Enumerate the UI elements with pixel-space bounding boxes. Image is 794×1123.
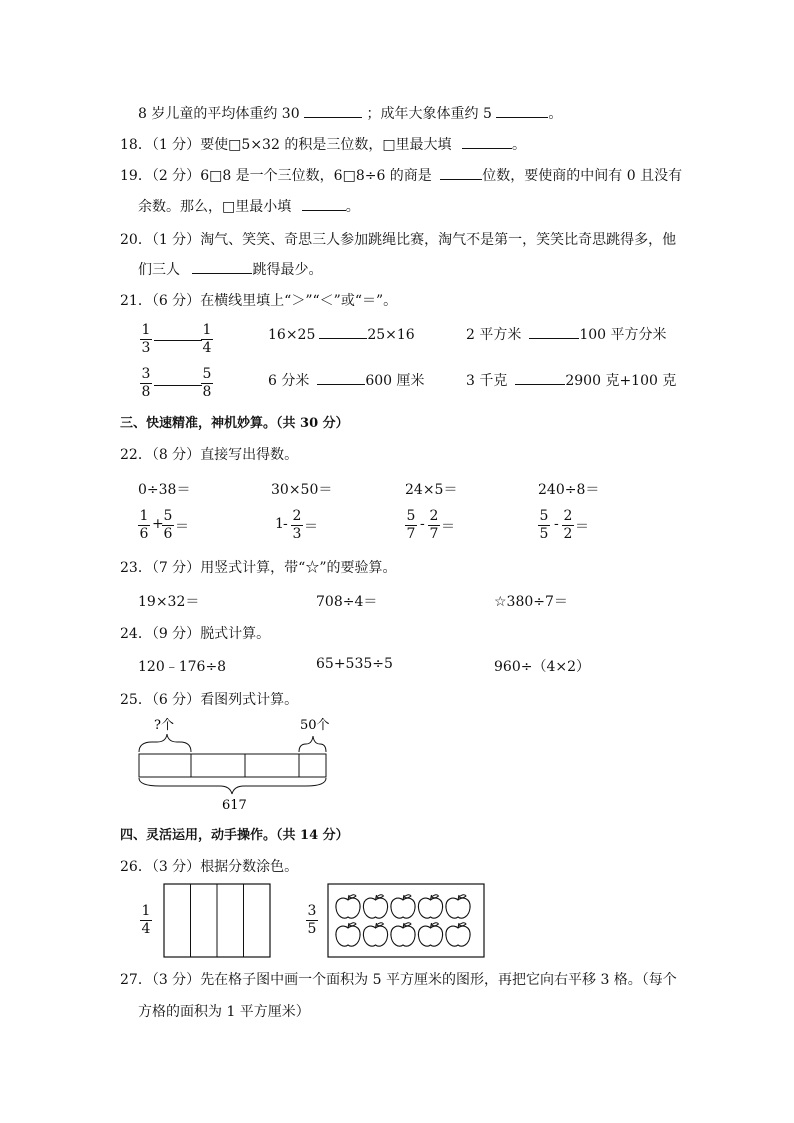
fraction: 2 3: [292, 508, 302, 542]
fraction: 5 8: [202, 366, 212, 400]
operator: ＝: [304, 519, 318, 535]
answer-blank[interactable]: [154, 385, 202, 386]
apple-icon[interactable]: [418, 923, 442, 946]
expression: 65+535÷5: [316, 656, 393, 672]
expression: 24×5＝: [405, 482, 458, 498]
compare-item: 6 分米 600 厘米: [268, 370, 425, 390]
answer-blank[interactable]: [154, 340, 202, 341]
fraction: 1 4: [141, 903, 151, 937]
apple-icon[interactable]: [336, 923, 360, 946]
apple-icon[interactable]: [391, 895, 415, 918]
operand: 1: [275, 516, 284, 532]
answer-blank[interactable]: [319, 324, 367, 339]
operator: ＝: [575, 519, 589, 535]
question-19: 19．（2 分）6□8 是一个三位数，6□8÷6 的商是 位数，要使商的中间有 0 且没有: [120, 165, 682, 185]
fraction: 3 5: [307, 903, 317, 937]
expression: 120﹣176÷8: [138, 659, 227, 675]
total-label: 617: [222, 798, 247, 812]
answer-blank[interactable]: [302, 196, 346, 211]
question-20-line2: 们三人 跳得最少。: [138, 259, 322, 279]
question-20: 20．（1 分）淘气、笑笑、奇思三人参加跳绳比赛，淘气不是第一，笑笑比奇思跳得多，他: [120, 232, 677, 248]
apple-icon[interactable]: [363, 895, 387, 918]
fraction: 2 2: [563, 508, 573, 542]
question-22: 22．（8 分）直接写出得数。: [120, 447, 299, 463]
operator: -: [554, 516, 559, 532]
question-19-line2: 余数。那么，□里最小填 。: [138, 196, 360, 216]
expression: 30×50＝: [271, 482, 333, 498]
expression: 708÷4＝: [316, 594, 378, 610]
operator: +: [152, 516, 164, 532]
expression: 19×32＝: [138, 594, 200, 610]
total-bar: [139, 754, 326, 777]
compare-item: 3 千克 2900 克+100 克: [466, 370, 676, 390]
fraction: 1 3: [141, 322, 151, 356]
answer-blank[interactable]: [317, 370, 365, 385]
answer-blank[interactable]: [192, 259, 252, 274]
expression: ☆380÷7＝: [494, 594, 568, 610]
section-3-heading: 三、快速精准，神机妙算。（共 30 分）: [120, 416, 349, 431]
question-21: 21．（6 分）在横线里填上“＞”“＜”或“＝”。: [120, 293, 398, 309]
question-27: 27．（3 分）先在格子图中画一个面积为 5 平方厘米的图形，再把它向右平移 3 格。（每个: [120, 972, 677, 988]
answer-blank[interactable]: [440, 165, 482, 180]
answer-blank[interactable]: [529, 324, 579, 339]
question-18: 18．（1 分）要使□5×32 的积是三位数，□里最大填 。: [120, 134, 526, 154]
apple-icon[interactable]: [446, 895, 470, 918]
apple-icon[interactable]: [336, 895, 360, 918]
question-24: 24．（9 分）脱式计算。: [120, 626, 271, 642]
apple-icon[interactable]: [446, 923, 470, 946]
top-brace: [299, 736, 326, 752]
bottom-brace: [139, 778, 326, 794]
fraction: 2 7: [429, 508, 439, 542]
answer-blank[interactable]: [496, 103, 548, 118]
fraction: 3 8: [141, 366, 151, 400]
fraction: 5 5: [539, 508, 549, 542]
expression: 240÷8＝: [538, 482, 600, 498]
operator: ＝: [175, 519, 189, 535]
question-23: 23．（7 分）用竖式计算，带“☆”的要验算。: [120, 560, 397, 576]
compare-item: 16×25 25×16: [268, 324, 415, 343]
section-4-heading: 四、灵活运用，动手操作。（共 14 分）: [120, 828, 349, 843]
answer-blank[interactable]: [515, 370, 565, 385]
answer-blank[interactable]: [462, 134, 512, 149]
question-25: 25．（6 分）看图列式计算。: [120, 692, 299, 708]
apple-icon[interactable]: [363, 923, 387, 946]
apple-box[interactable]: [327, 883, 487, 959]
fraction: 1 4: [202, 322, 212, 356]
unknown-label: ?个: [154, 718, 174, 733]
fraction: 1 6: [139, 508, 149, 542]
apple-icon[interactable]: [391, 923, 415, 946]
rectangle-grid[interactable]: [163, 883, 273, 959]
expression: 0÷38＝: [138, 482, 191, 498]
operator: -: [283, 516, 288, 532]
fraction: 5 7: [406, 508, 416, 542]
question-27-line2: 方格的面积为 1 平方厘米）: [138, 1004, 310, 1020]
known-label: 50个: [300, 718, 330, 733]
q17-continuation: 8 岁儿童的平均体重约 30 ；成年大象体重约 5 。: [138, 103, 562, 123]
answer-blank[interactable]: [304, 103, 362, 118]
operator: ＝: [441, 519, 455, 535]
compare-item: 2 平方米 100 平方分米: [466, 324, 667, 344]
expression: 960÷（4×2）: [494, 659, 590, 675]
operator: -: [420, 516, 425, 532]
fraction: 5 6: [163, 508, 173, 542]
question-26: 26．（3 分）根据分数涂色。: [120, 859, 299, 875]
top-brace: [139, 734, 191, 752]
segment-diagram: [130, 712, 340, 812]
apple-icon[interactable]: [418, 895, 442, 918]
